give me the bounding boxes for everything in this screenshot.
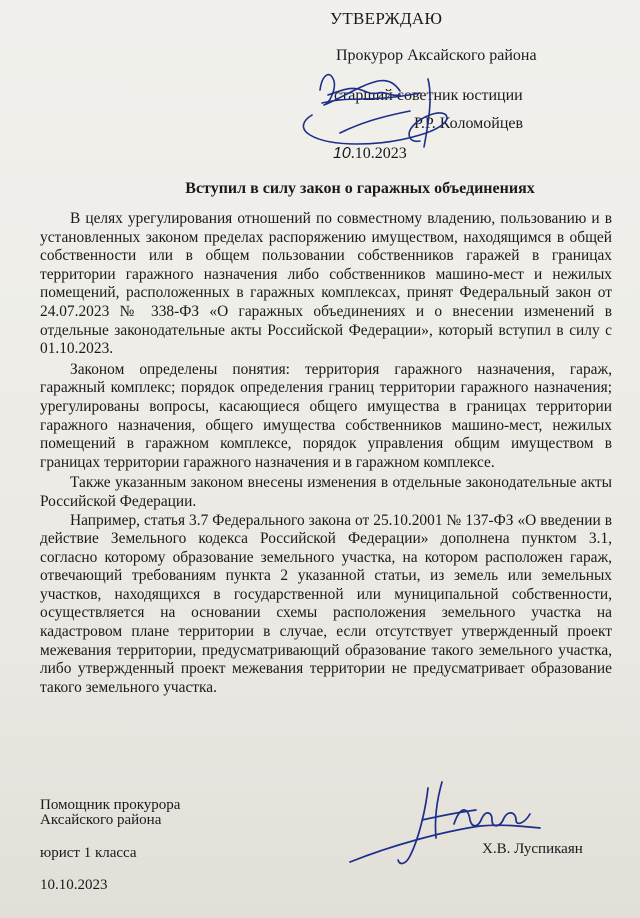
signer-name: Х.В. Луспикаян: [482, 841, 583, 857]
approver-name: Р.Р. Коломойцев: [414, 115, 524, 132]
paragraph-3: Также указанным законом внесены изменения в отдельные законодательные акты Российской Федерации.: [40, 474, 612, 510]
signature-date: 10.10.2023: [40, 877, 108, 893]
approver-signature-icon: [300, 55, 470, 165]
signer-position-line1: Помощник прокурора: [40, 797, 181, 813]
paragraph-4: Например, статья 3.7 Федерального закона от 25.10.2001 № 137-ФЗ «О введении в действие Земельного кодекса Российской Федерации» дополнена пунктом 3.1, согласно которому образование земельного участка, на котором расположен гараж, отвечающий требованиям пункта 2 указанной статьи, из земель или земельных участков, находящихся в государственной или муниципальной собственности, осуществляется на основании схемы расположения земельного участка на кадастровом плане территории в случае, если отсутствует утвержденный проект межевания территории, предусматривающий образование такого земельного участка, либо утвержденный проект межевания территории не предусматривает образование такого земельного участка.: [40, 511, 612, 696]
approval-title: УТВЕРЖДАЮ: [330, 9, 443, 28]
body-text: [40, 210, 612, 697]
approval-date-rest: .10.2023: [350, 145, 407, 162]
approver-position: Прокурор Аксайского района: [336, 47, 537, 64]
signer-signature-icon: [330, 776, 560, 876]
page-title: Вступил в силу закон о гаражных объединениях: [185, 180, 535, 197]
signer-class: юрист 1 класса: [40, 845, 137, 861]
approver-rank: старший советник юстиции: [334, 87, 523, 104]
paragraph-1: В целях урегулирования отношений по совместному владению, пользованию и в установленных законом пределах распоряжению имуществом, находящимся в общей собственности или в общем пользовании собственников гаражей в границах территории гаражного назначения либо собственников машино-мест и нежилых помещений, расположенных в гаражных комплексах, принят Федеральный закон от 24.07.2023 № 338-ФЗ «О гаражных объединениях и о внесении изменений в отдельные законодательные акты Российской Федерации», который вступил в силу с 01.10.2023.: [40, 210, 612, 358]
signer-position-line2: Аксайского района: [40, 812, 162, 828]
paragraph-2: Законом определены понятия: территория гаражного назначения, гараж, гаражный комплекс; порядок определения границ территории гаражного назначения; урегулированы вопросы, касающиеся общего имущества в границах территории гаражного назначения, общего имущества собственников машино-мест, нежилых помещений в гаражном комплексе, порядок управления общим имуществом в границах территории гаражного назначения и в гаражном комплексе.: [40, 360, 612, 471]
approval-date-day: 10: [333, 145, 351, 162]
